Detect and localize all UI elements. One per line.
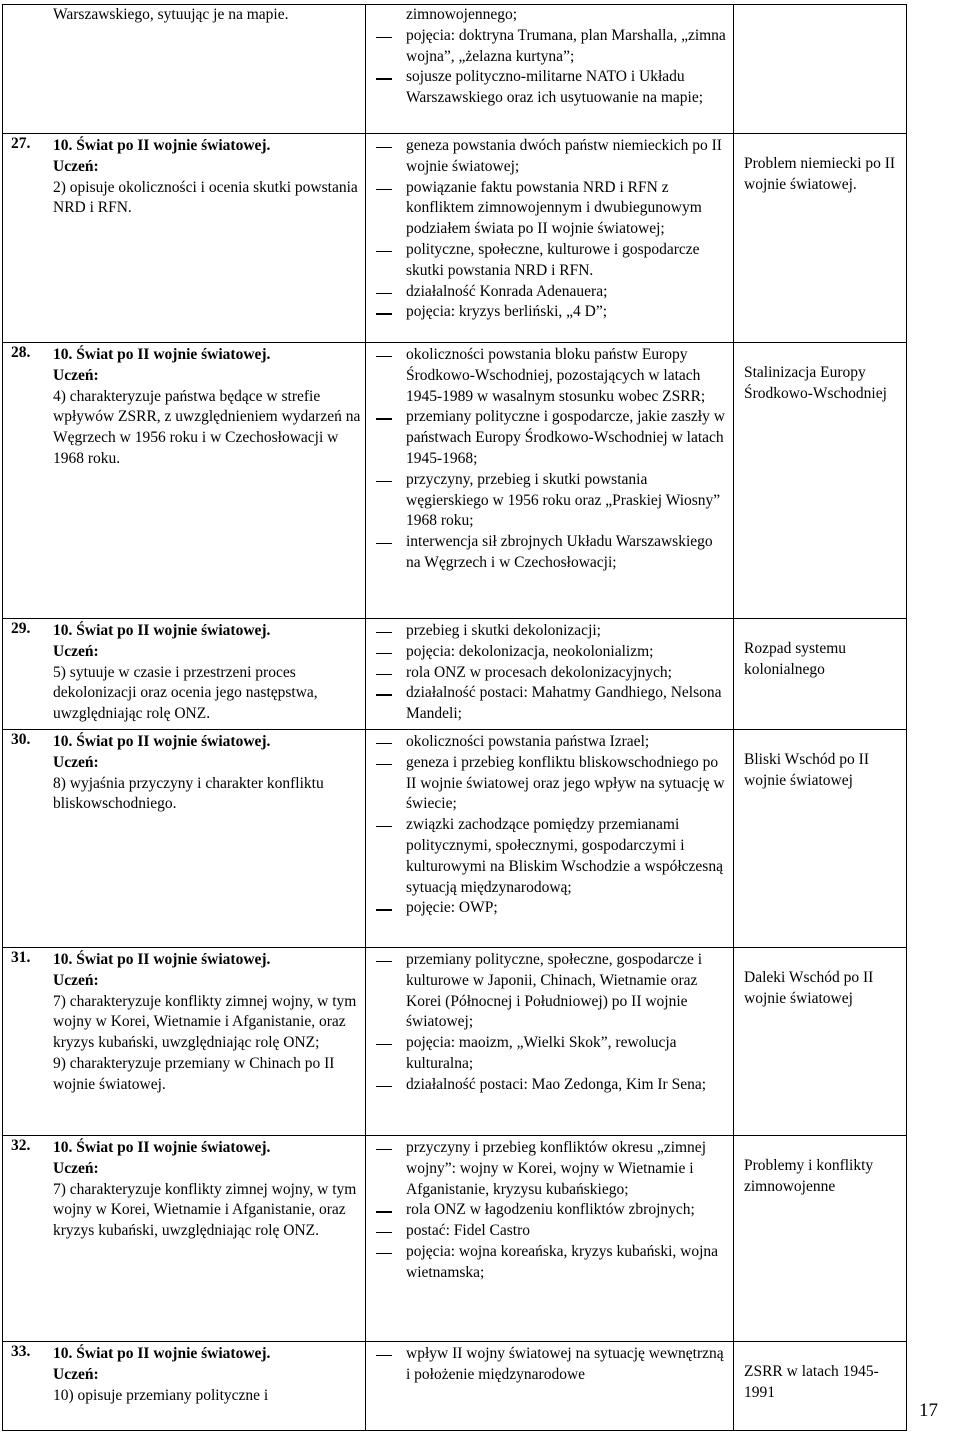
requirements-cell — [3, 1342, 366, 1431]
list-item: geneza powstania dwóch państw niemieckich po II wojnie światowej; — [366, 136, 733, 178]
list-item: geneza i przebieg konfliktu bliskowschodniego po II wojnie światowej oraz jego wpływ na sytuację w świecie; — [366, 753, 733, 815]
content-list — [366, 730, 733, 919]
content-cell — [366, 5, 734, 134]
subject-cell — [734, 1342, 907, 1431]
table-row — [3, 619, 907, 730]
requirements-wrap — [3, 134, 365, 219]
list-item: postać: Fidel Castro — [366, 1221, 733, 1242]
table-row — [3, 5, 907, 134]
requirements-cell — [3, 948, 366, 1136]
list-item: przebieg i skutki dekolonizacji; — [366, 621, 733, 642]
requirements-body — [3, 950, 365, 1096]
list-item: zimnowojennego; — [406, 6, 518, 23]
requirements-wrap — [3, 619, 365, 725]
content-list — [366, 5, 733, 109]
list-item: działalność postaci: Mahatmy Gandhiego, Nelsona Mandeli; — [366, 683, 733, 725]
content-list — [366, 948, 733, 1096]
requirements-wrap — [3, 5, 365, 26]
list-item: okoliczności powstania bloku państw Europy Środkowo-Wschodniej, pozostających w latach 1945-1989 w wasalnym stosunku wobec ZSRR; — [366, 345, 733, 407]
topic-heading: 10. Świat po II wojnie światowej. — [53, 733, 271, 750]
student-label: Uczeń: — [53, 971, 99, 989]
content-list — [366, 619, 733, 725]
requirements-body — [3, 5, 365, 26]
requirements-body — [3, 621, 365, 725]
lesson-subject: ZSRR w latach 1945-1991 — [744, 1363, 879, 1401]
requirements-body — [3, 732, 365, 815]
requirements-cell — [3, 343, 366, 619]
topic-heading: 10. Świat po II wojnie światowej. — [53, 622, 271, 639]
row-number: 27. — [11, 135, 31, 152]
requirements-cell — [3, 134, 366, 343]
subject-cell — [734, 619, 907, 730]
list-item: przyczyny, przebieg i skutki powstania węgierskiego w 1956 roku oraz „Praskiej Wiosny” 1968 roku; — [366, 470, 733, 532]
subject-cell — [734, 730, 907, 948]
table-row — [3, 948, 907, 1136]
content-cell — [366, 948, 734, 1136]
content-list — [366, 343, 733, 574]
list-item: wpływ II wojny światowej na sytuację wewnętrzną i położenie międzynarodowe — [366, 1344, 733, 1386]
list-item: powiązanie faktu powstania NRD i RFN z konfliktem zimnowojennym i dwubiegunowym podziałem świata po II wojnie światowej; — [366, 178, 733, 240]
table-row — [3, 134, 907, 343]
requirement-text: 7) charakteryzuje konflikty zimnej wojny, w tym wojny w Korei, Wietnamie i Afganistanie, oraz kryzys kubański, uwzględniając rolę ONZ; — [53, 992, 357, 1052]
requirements-wrap — [3, 730, 365, 815]
topic-heading: 10. Świat po II wojnie światowej. — [53, 1139, 271, 1156]
row-number: 31. — [11, 949, 31, 966]
list-item: pojęcia: wojna koreańska, kryzys kubański, wojna wietnamska; — [366, 1242, 733, 1284]
student-label: Uczeń: — [53, 1159, 99, 1177]
list-item: rola ONZ w łagodzeniu konfliktów zbrojnych; — [366, 1200, 733, 1221]
table-row — [3, 343, 907, 619]
topic-heading: 10. Świat po II wojnie światowej. — [53, 346, 271, 363]
requirement-text: 9) charakteryzuje przemiany w Chinach po II wojnie światowej. — [53, 1054, 335, 1093]
student-label: Uczeń: — [53, 366, 99, 384]
curriculum-table-body — [3, 5, 907, 1431]
student-label: Uczeń: — [53, 753, 99, 771]
lesson-subject: Daleki Wschód po II wojnie światowej — [744, 969, 874, 1007]
requirements-cell — [3, 619, 366, 730]
requirements-wrap — [3, 1342, 365, 1406]
requirements-cell — [3, 730, 366, 948]
list-item: pojęcie: OWP; — [366, 898, 733, 919]
topic-heading: 10. Świat po II wojnie światowej. — [53, 1345, 271, 1362]
row-number: 30. — [11, 731, 31, 748]
requirement-text: 8) wyjaśnia przyczyny i charakter konfliktu bliskowschodniego. — [53, 774, 324, 813]
list-item: działalność postaci: Mao Zedonga, Kim Ir Sena; — [366, 1075, 733, 1096]
student-label: Uczeń: — [53, 642, 99, 660]
requirements-body — [3, 345, 365, 470]
lesson-subject: Stalinizacja Europy Środkowo-Wschodniej — [744, 364, 887, 402]
content-cell — [366, 1342, 734, 1431]
lesson-subject: Problemy i konflikty zimnowojenne — [744, 1157, 874, 1195]
content-cell — [366, 619, 734, 730]
lesson-subject: Problem niemiecki po II wojnie światowej. — [744, 155, 896, 193]
curriculum-table — [2, 4, 907, 1431]
row-number: 28. — [11, 344, 31, 361]
list-item: przemiany polityczne, społeczne, gospodarcze i kulturowe w Japonii, Chinach, Wietnamie oraz Korei (Północnej i Południowej) po II wojnie światowej; — [366, 950, 733, 1033]
requirements-cell — [3, 5, 366, 134]
student-label: Uczeń: — [53, 157, 99, 175]
content-cell — [366, 730, 734, 948]
list-item: przyczyny i przebieg konfliktów okresu „zimnej wojny”: wojny w Korei, wojny w Wietnamie i Afganistanie, kryzysu kubańskiego; — [366, 1138, 733, 1200]
table-row — [3, 730, 907, 948]
list-item: polityczne, społeczne, kulturowe i gospodarcze skutki powstania NRD i RFN. — [366, 240, 733, 282]
subject-cell — [734, 5, 907, 134]
requirement-text: 5) sytuuje w czasie i przestrzeni proces dekolonizacji oraz ocenia jego następstwa, uwzględniając rolę ONZ. — [53, 663, 318, 723]
requirement-text: 4) charakteryzuje państwa będące w strefie wpływów ZSRR, z uwzględnieniem wydarzeń na Węgrzech w 1956 roku i w Czechosłowacji w 1968 roku. — [53, 387, 361, 467]
subject-cell — [734, 948, 907, 1136]
requirements-wrap — [3, 1136, 365, 1242]
content-cell — [366, 134, 734, 343]
requirements-cell — [3, 1136, 366, 1342]
list-item: okoliczności powstania państwa Izrael; — [366, 732, 733, 753]
content-cell — [366, 1136, 734, 1342]
requirement-text: Warszawskiego, sytuując je na mapie. — [53, 6, 289, 23]
table-row — [3, 1342, 907, 1431]
requirements-wrap — [3, 343, 365, 470]
requirements-body — [3, 136, 365, 219]
list-item: pojęcia: kryzys berliński, „4 D”; — [366, 302, 733, 323]
table-row — [3, 1136, 907, 1342]
list-item: pojęcia: doktryna Trumana, plan Marshalla, „zimna wojna”, „żelazna kurtyna”; — [366, 26, 733, 68]
content-list — [366, 134, 733, 323]
list-item: pojęcia: dekolonizacja, neokolonializm; — [366, 642, 733, 663]
list-item: interwencja sił zbrojnych Układu Warszawskiego na Węgrzech i w Czechosłowacji; — [366, 532, 733, 574]
subject-cell — [734, 343, 907, 619]
topic-heading: 10. Świat po II wojnie światowej. — [53, 137, 271, 154]
list-item: przemiany polityczne i gospodarcze, jakie zaszły w państwach Europy Środkowo-Wschodniej w latach 1945-1968; — [366, 407, 733, 469]
student-label: Uczeń: — [53, 1365, 99, 1383]
lesson-subject: Rozpad systemu kolonialnego — [744, 640, 847, 678]
requirement-text: 7) charakteryzuje konflikty zimnej wojny, w tym wojny w Korei, Wietnamie i Afganistanie, oraz kryzys kubański, uwzględniając rolę ONZ. — [53, 1180, 357, 1240]
row-number: 32. — [11, 1137, 31, 1154]
list-item: pojęcia: maoizm, „Wielki Skok”, rewolucja kulturalna; — [366, 1033, 733, 1075]
lesson-subject: Bliski Wschód po II wojnie światowej — [744, 751, 869, 789]
requirement-text: 2) opisuje okoliczności i ocenia skutki powstania NRD i RFN. — [53, 178, 358, 217]
requirements-wrap — [3, 948, 365, 1096]
content-list — [366, 1136, 733, 1284]
row-number: 33. — [11, 1343, 31, 1360]
row-number: 29. — [11, 620, 31, 637]
list-item: działalność Konrada Adenauera; — [366, 282, 733, 303]
content-list — [366, 1342, 733, 1386]
subject-cell — [734, 1136, 907, 1342]
page-number: 17 — [919, 1400, 938, 1421]
list-item: rola ONZ w procesach dekolonizacyjnych; — [366, 663, 733, 684]
list-item: sojusze polityczno-militarne NATO i Układu Warszawskiego oraz ich usytuowanie na mapie; — [366, 67, 733, 109]
requirement-text: 10) opisuje przemiany polityczne i — [53, 1386, 269, 1404]
requirements-body — [3, 1344, 365, 1406]
list-item: związki zachodzące pomiędzy przemianami politycznymi, społecznymi, gospodarczymi i kulturowymi na Bliskim Wschodzie a współczesną sytuacją międzynarodową; — [366, 815, 733, 898]
content-cell — [366, 343, 734, 619]
requirements-body — [3, 1138, 365, 1242]
subject-cell — [734, 134, 907, 343]
topic-heading: 10. Świat po II wojnie światowej. — [53, 951, 271, 968]
